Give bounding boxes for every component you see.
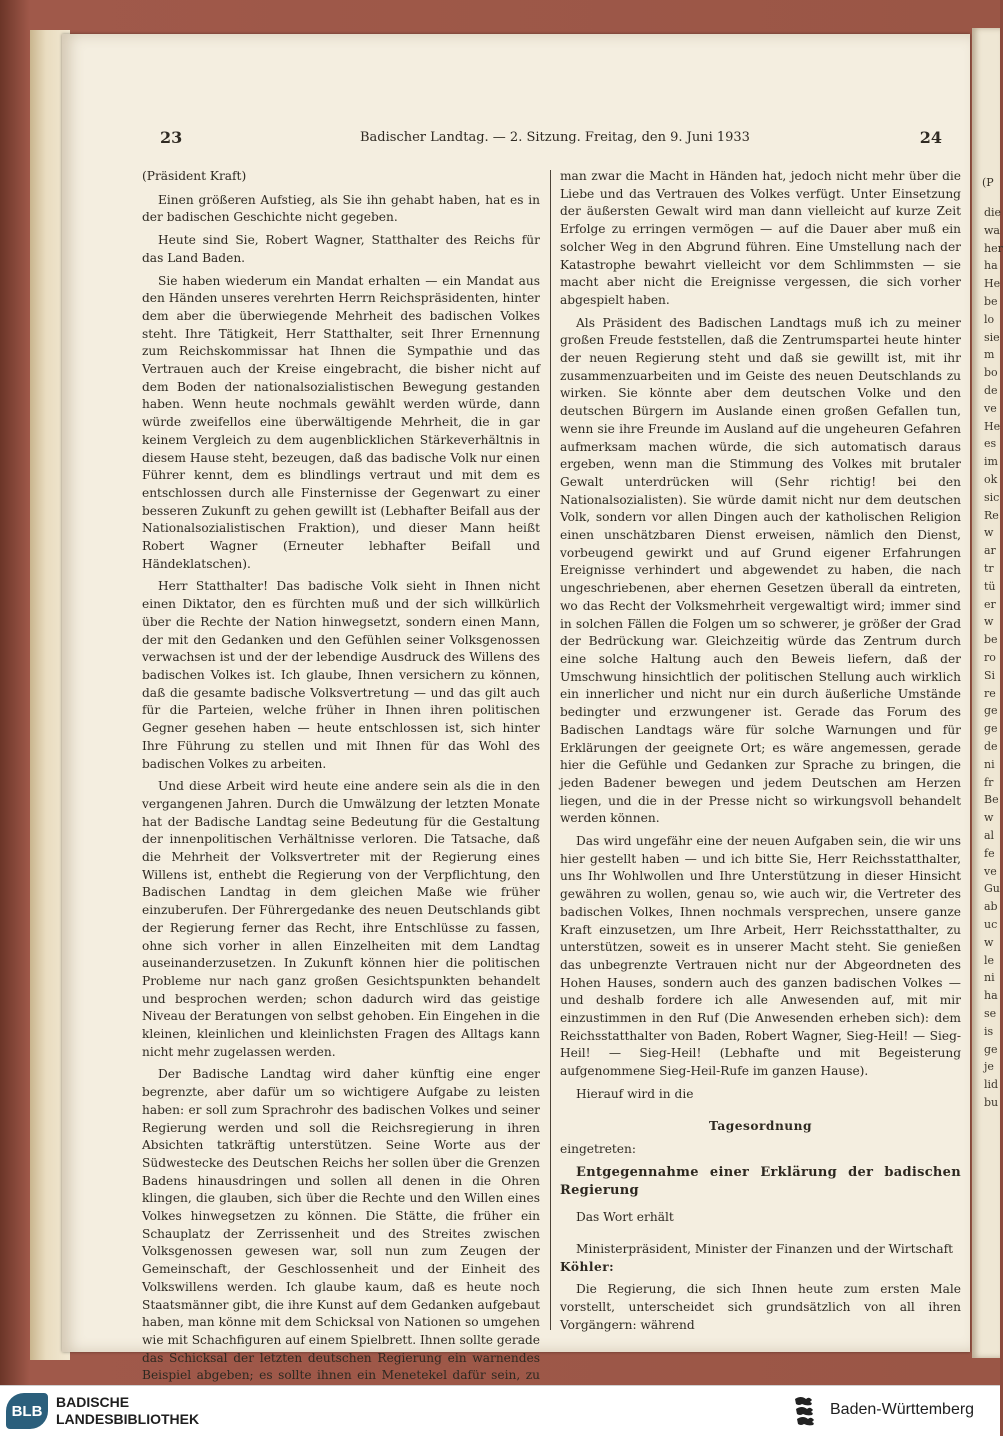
next-page-fragment: ro bbox=[984, 651, 996, 664]
paragraph: Herr Statthalter! Das badische Volk sieht in Ihnen nicht einen Diktator, den es fürchten muß und der sich willkürlich über die Rechte der Nation hinwegsetzt, sondern einen Mann, der mit den Gedanken und den Gefühlen seiner Volksgenossen verwachsen ist und der der lebendige Ausdruck des Willens des badischen Volkes ist. Ich glaube, Ihnen versichern zu können, daß die gesamte badische Volksvertretung — und das gilt auch für die Parteien, welche früher in Ihnen ihren politischen Gegner gesehen haben — heute entschlossen ist, sich hinter Ihre Führung zu stellen und mit Ihnen für das Wohl des badischen Volkes zu arbeiten. bbox=[142, 579, 540, 771]
left-column bbox=[142, 168, 540, 1408]
next-page-fragment: de bbox=[984, 384, 998, 397]
floor-text: Das Wort erhält bbox=[576, 1210, 674, 1225]
entered-text: eingetreten: bbox=[560, 1142, 636, 1157]
next-page-fragment: bu bbox=[984, 1096, 999, 1109]
next-page-fragment: ab bbox=[984, 900, 998, 914]
speaker-label: (Präsident Kraft) bbox=[142, 169, 247, 183]
next-page-fragment: ge bbox=[984, 704, 998, 718]
next-page-fragment: He bbox=[984, 419, 1001, 433]
next-page-fragment: er bbox=[984, 597, 996, 611]
library-name-line2: LANDESBIBLIOTHEK bbox=[56, 1411, 200, 1427]
next-page-fragment: m bbox=[984, 348, 995, 362]
agenda-item-title: Entgegennahme einer Erklärung der badischen Regierung bbox=[560, 1164, 961, 1198]
next-page-fragment: Gu bbox=[984, 882, 1000, 896]
next-page-fragment: fr bbox=[984, 775, 994, 789]
next-page-fragment: im bbox=[984, 455, 998, 469]
paragraph: Sie haben wiederum ein Mandat erhalten — ein Mandat aus den Händen unseres verehrten Herrn Reichspräsidenten, hinter dem aber die überwiegende Mehrheit des badischen Volkes steht. Ihre Tätigkeit, Herr Statthalter, seit Ihrer Ernennung zum Reichskommissar hat Ihnen die Sympathie und das Vertrauen auch der Kreise eingebracht, die bisher nicht auf dem Boden der nationalsozialistischen Bewegung gestanden haben. Wenn heute nochmals gewählt werden würde, dann würde zweifellos eine überwältigende Mehrheit, die in gar keinem Vergleich zu dem augenblicklichen Stärkeverhältnis in diesem Hause steht, bezeugen, daß das badische Volk nur einen Führer kennt, dem es blindlings vertraut und mit dem es entschlossen durch alle Finsternisse der Gegenwart zu einer besseren Zukunft zu gehen gewillt ist (Lebhafter Beifall aus der Nationalsozialistischen Fraktion), und dieser Mann heißt Robert Wagner (Erneuter lebhafter Beifall und Händeklatschen). bbox=[142, 273, 540, 571]
next-page-fragment: es bbox=[984, 437, 997, 451]
next-page-fragment: ha bbox=[984, 259, 998, 273]
next-page-fragment: w bbox=[984, 615, 994, 629]
next-page-fragment: lid bbox=[984, 1078, 999, 1092]
page-number-right: 24 bbox=[919, 128, 942, 147]
next-page-fragment: ar bbox=[984, 544, 996, 558]
next-page-fragment: Be bbox=[984, 793, 999, 807]
page-header bbox=[160, 128, 942, 148]
footer-bar bbox=[0, 1385, 1000, 1436]
paragraph: Heute sind Sie, Robert Wagner, Statthalter des Reichs für das Land Baden. bbox=[142, 233, 540, 265]
next-page-fragment: sie bbox=[984, 330, 1000, 344]
next-page-fragment: ok bbox=[984, 473, 998, 486]
next-page-fragment: die bbox=[984, 206, 1002, 219]
next-page-fragment: ni bbox=[984, 757, 995, 771]
next-page-fragment: w bbox=[984, 935, 994, 949]
running-title: Badischer Landtag. — 2. Sitzung. Freitag, den 9. Juni 1933 bbox=[360, 130, 750, 145]
paragraph: man zwar die Macht in Händen hat, jedoch nicht mehr über die Liebe und das Vertrauen des Volkes verfügt. Unter Einsetzung der äußersten Gewalt wird man dann vielleicht auf kurze Zeit Erfolge zu erringen vermögen — auf die Dauer aber muß ein solcher Weg in den Abgrund führen. Eine Umstellung nach der Katastrophe bewahrt vielleicht vor dem Schlimmsten — sie macht aber nicht die Ereignisse vergessen, die sich vorher abgespielt haben. bbox=[560, 169, 961, 307]
transition-text: Hierauf wird in die bbox=[576, 1086, 694, 1101]
next-page-fragment: je bbox=[984, 1060, 994, 1074]
blb-logo-icon[interactable]: BLB bbox=[6, 1393, 48, 1429]
next-page-fragment: ge bbox=[984, 722, 998, 736]
next-page-fragment: de bbox=[984, 740, 998, 753]
next-page-fragment: re bbox=[984, 686, 996, 700]
next-page-fragment: He bbox=[984, 277, 1001, 291]
next-page-fragment: lo bbox=[984, 312, 995, 326]
paragraph: Das wird ungefähr eine der neuen Aufgaben sein, die wir uns hier gestellt haben — und ich bitte Sie, Herr Reichsstatthalter, uns Ihr Wohlwollen und Ihre Unterstützung in dieser Hinsicht gewähren zu wollen, genau so, wie auch wir, die Vertreter des badischen Volkes, Ihnen nochmals versprechen, unsere ganze Kraft einzusetzen, um Ihre Arbeit, Herr Reichsstatthalter, zu unterstützen, soweit es in unserer Macht steht. Sie genießen das unbegrenzte Vertrauen nicht nur der Abgeordneten des Hohen Hauses, sondern auch des ganzen badischen Volkes — und deshalb fordere ich alle Anwesenden auf, mit mir einzustimmen in den Ruf (Die Anwesenden erheben sich): dem Reichsstatthalter von Baden, Robert Wagner, Sieg-Heil! — Sieg-Heil! — Sieg-Heil! (Lebhafte und mit Begeisterung aufgenommene Sieg-Heil-Rufe im ganzen Hause). bbox=[560, 834, 961, 1079]
next-page-fragment: se bbox=[984, 1007, 997, 1020]
next-page-fragment: bo bbox=[984, 366, 998, 380]
next-page-fragment: w bbox=[984, 811, 994, 825]
next-page-speaker-fragment: (P bbox=[982, 176, 994, 189]
next-page-fragment: ha bbox=[984, 989, 998, 1003]
next-page-fragment: is bbox=[984, 1024, 994, 1038]
next-page-fragment: tr bbox=[984, 562, 994, 575]
next-page-fragment: be bbox=[984, 295, 998, 308]
next-page-fragment: her bbox=[984, 241, 1003, 255]
next-page-fragment: be bbox=[984, 633, 998, 647]
next-page-fragment: ve bbox=[984, 401, 997, 415]
library-name[interactable] bbox=[56, 1394, 199, 1428]
next-page-edge bbox=[972, 28, 1003, 1358]
minister-name: Köhler: bbox=[560, 1259, 615, 1274]
minister-line: Ministerpräsident, Minister der Finanzen und der Wirtschaft bbox=[576, 1242, 954, 1257]
next-page-fragment: ge bbox=[984, 1042, 998, 1056]
next-page-fragment: wa bbox=[984, 223, 1000, 237]
next-page-fragment: tü bbox=[984, 579, 996, 593]
next-page-fragment: Si bbox=[984, 668, 996, 682]
next-page-fragment: ve bbox=[984, 864, 997, 878]
paragraph: Als Präsident des Badischen Landtags muß ich zu meiner großen Freude feststellen, daß die Zentrumspartei heute hinter der neuen Regierung steht und daß sie gewillt ist, mit ihr zusammenzuarbeiten und im Geiste des neuen Deutschlands zu wirken. Sie könnte aber dem deutschen Volke und den deutschen Bürgern im Auslande einen großen Gefallen tun, wenn sie ihre Freunde im Ausland auf die ungeheuren Gefahren aufmerksam machen würde, die sich automatisch daraus ergeben, wenn man die Stimmung des Volkes mit brutaler Gewalt unterdrücken will (Sehr richtig! bei den Nationalsozialisten). Sie würde damit nicht nur dem deutschen Volk, sondern vor allen Dingen auch der katholischen Religion einen unschätzbaren Dienst erweisen, nämlich den Dienst, vorbeugend gewirkt und auf Grund eigener Erfahrungen Ereignisse verhindert und abgewendet zu haben, die nach ungeschriebenen, aber ehernen Gesetzen überall da eintreten, wo das Recht der Volksmehrheit vergewaltigt wird; immer sind in solchen Fällen die Folgen um so schwerer, je größer der Grad der Bedrückung war. Gleichzeitig würde das Zentrum durch eine solche Haltung auch den Beweis liefern, daß der Umschwung hinsichtlich der politischen Stellung auch wirklich ein innerlicher und nicht nur ein durch äußerliche Umstände bedingter und erzwungener ist. Gerade das Forum des Badischen Landtags wäre für solche Warnungen und für Erklärungen der geeignete Ort; es wäre angemessen, gerade hier die Gefühle und Gedanken zur Sprache zu bringen, die jeden Badener bewegen und jedem Deutschen am Herzen liegen, und die in der Presse nicht so wirkungsvoll behandelt werden können. bbox=[560, 315, 961, 826]
next-page-fragment: sic bbox=[984, 490, 1000, 504]
next-page-fragment: uc bbox=[984, 918, 998, 931]
next-page-fragment: al bbox=[984, 829, 995, 842]
state-name[interactable]: Baden-Württemberg bbox=[830, 1401, 975, 1418]
next-page-fragment: w bbox=[984, 526, 994, 540]
next-page-fragment: ni bbox=[984, 971, 995, 985]
baden-wuerttemberg-lions-icon[interactable] bbox=[792, 1394, 822, 1428]
library-name-line1: BADISCHE bbox=[56, 1394, 130, 1410]
column-divider bbox=[550, 170, 551, 1330]
paragraph: Und diese Arbeit wird heute eine andere sein als die in den vergangenen Jahren. Durch die Umwälzung der letzten Monate hat der Badische Landtag seine Bedeutung für die Gestaltung der innenpolitischen Verhältnisse verloren. Die Tatsache, daß die Mehrheit der Volksvertreter mit der Regierung eines Willens ist, enthebt die Regierung von der Verpflichtung, den Badischen Landtag in dem gleichen Maße wie früher einzuberufen. Der Führergedanke des neuen Deutschlands gibt der Regierung ferner das Recht, ihre Entschlüsse zu fassen, ohne sich vorher in allen Einzelheiten mit dem Landtag auseinanderzusetzen. In Zukunft können hier die politischen Probleme nur nach ganz großen Gesichtspunkten behandelt und besprochen werden; schon dadurch wird das geistige Niveau der Beratungen von selbst gehoben. Ein Eingehen in die kleinen, kleinlichen und kleinlichsten Fragen des Alltags kann nicht mehr zugelassen werden. bbox=[142, 779, 540, 1059]
page-number-left: 23 bbox=[160, 128, 183, 147]
paragraph: Der Badische Landtag wird daher künftig eine enger begrenzte, aber dafür um so wichtigere Aufgabe zu leisten haben: er soll zum Sprachrohr des badischen Volkes und seiner Regierung werden und soll die Reichsregierung in ihren Absichten tatkräftig unterstützen. Seine Worte aus der Südwestecke des Deutschen Reichs her sollen über die Grenzen Badens hinausdringen und sollen all denen in die Ohren klingen, die glauben, sich über die Rechte und den Willen eines Volkes hinwegsetzen zu können. Die Stätte, die früher ein Schauplatz der Zerrissenheit und des Streites zwischen Volksgenossen gewesen war, soll nun zum Zeugen der Gemeinschaft, der Geschlossenheit und der Einheit des Volkswillens werden. Ich glaube kaum, daß es heute noch Staatsmänner gibt, die ihre Kunst auf dem Gedanken aufgebaut haben, man könne mit dem Schicksal von Nationen so umgehen wie mit Schachfiguren auf einem Spielbrett. Ihnen sollte gerade das Schicksal der letzten deutschen Regierung ein warnendes Beispiel abgeben; es sollte ihnen ein Menetekel dafür sein, zu bbox=[142, 1067, 540, 1383]
paragraph: Einen größeren Aufstieg, als Sie ihn gehabt haben, hat es in der badischen Geschichte nicht gegeben. bbox=[142, 192, 540, 225]
agenda-heading: Tagesordnung bbox=[708, 1118, 813, 1133]
right-column bbox=[560, 168, 961, 1340]
paragraph: Die Regierung, die sich Ihnen heute zum ersten Male vorstellt, unterscheidet sich grundsätzlich von all ihren Vorgängern: während bbox=[560, 1282, 961, 1332]
next-page-fragment: fe bbox=[984, 846, 995, 860]
next-page-fragment: Re bbox=[984, 508, 999, 522]
next-page-fragment: le bbox=[984, 953, 995, 967]
